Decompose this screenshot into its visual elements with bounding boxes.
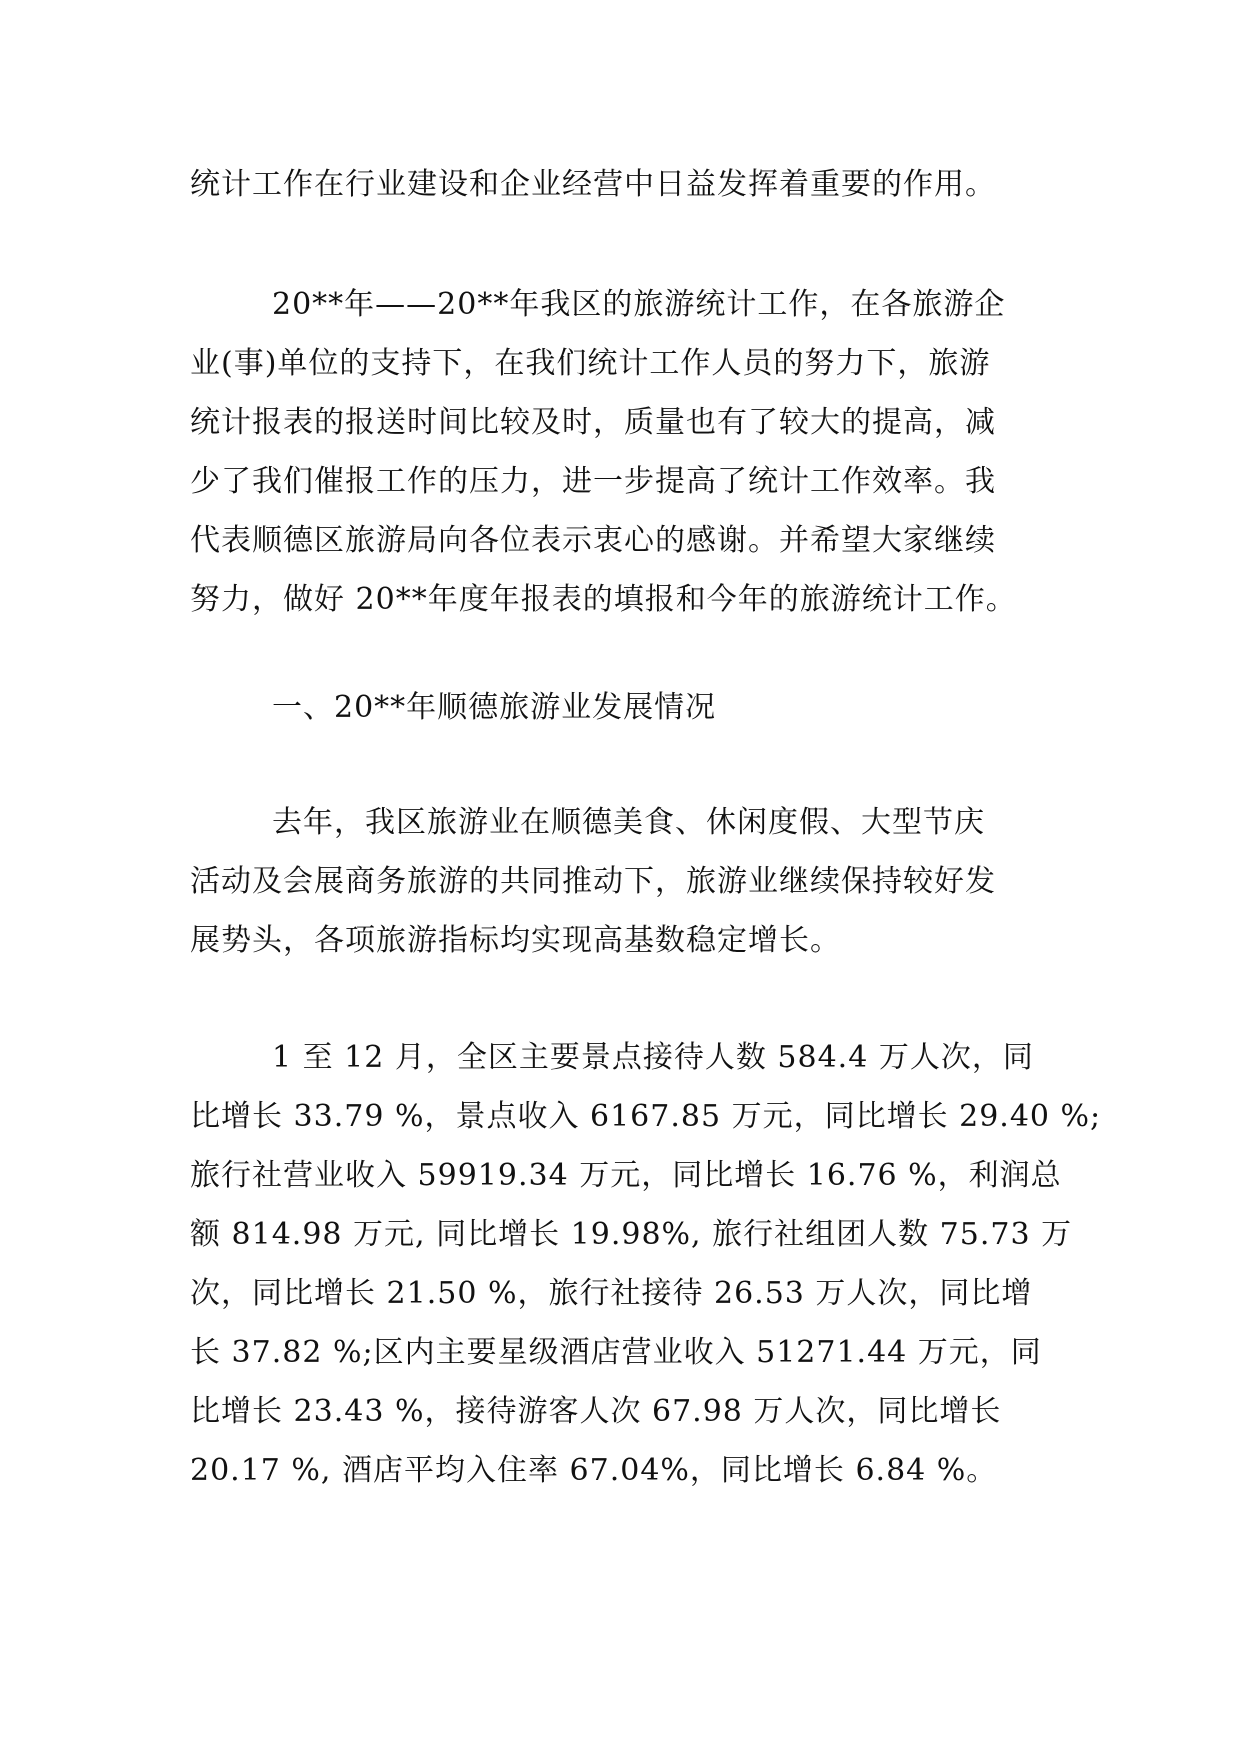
text-line: 1 至 12 月，全区主要景点接待人数 584.4 万人次，同	[272, 1040, 1034, 1075]
paragraph-intro-tail	[190, 155, 1060, 214]
paragraph-statistics	[190, 1028, 1102, 1500]
paragraph-overview	[190, 793, 1060, 970]
text-line: 长 37.82 %;区内主要星级酒店营业收入 51271.44 万元，同	[190, 1335, 1042, 1370]
text-line: 比增长 23.43 %，接待游客人次 67.98 万人次，同比增长	[190, 1394, 1002, 1429]
paragraph-thanks	[190, 275, 1060, 629]
text-line: 代表顺德区旅游局向各位表示衷心的感谢。并希望大家继续	[190, 523, 996, 558]
text-line: 20**年——20**年我区的旅游统计工作，在各旅游企	[272, 287, 1006, 322]
heading-text: 一、20**年顺德旅游业发展情况	[272, 690, 717, 725]
text-line: 统计报表的报送时间比较及时，质量也有了较大的提高，减	[190, 405, 996, 440]
text-line: 额 814.98 万元, 同比增长 19.98%, 旅行社组团人数 75.73 万	[190, 1217, 1073, 1252]
text-line: 比增长 33.79 %，景点收入 6167.85 万元，同比增长 29.40 %;	[190, 1099, 1102, 1134]
text-line: 20.17 %, 酒店平均入住率 67.04%，同比增长 6.84 %。	[190, 1453, 998, 1488]
text-line: 努力，做好 20**年度年报表的填报和今年的旅游统计工作。	[190, 582, 1017, 617]
text-line: 展势头，各项旅游指标均实现高基数稳定增长。	[190, 923, 841, 958]
text-line: 业(事)单位的支持下，在我们统计工作人员的努力下，旅游	[190, 346, 991, 381]
text-line: 去年，我区旅游业在顺德美食、休闲度假、大型节庆	[272, 805, 985, 840]
section-heading	[190, 678, 1060, 737]
text-line: 次，同比增长 21.50 %，旅行社接待 26.53 万人次，同比增	[190, 1276, 1033, 1311]
text-line: 活动及会展商务旅游的共同推动下，旅游业继续保持较好发	[190, 864, 996, 899]
text-line: 少了我们催报工作的压力，进一步提高了统计工作效率。我	[190, 464, 996, 499]
text-line: 旅行社营业收入 59919.34 万元，同比增长 16.76 %，利润总	[190, 1158, 1062, 1193]
text-line: 统计工作在行业建设和企业经营中日益发挥着重要的作用。	[190, 167, 996, 202]
